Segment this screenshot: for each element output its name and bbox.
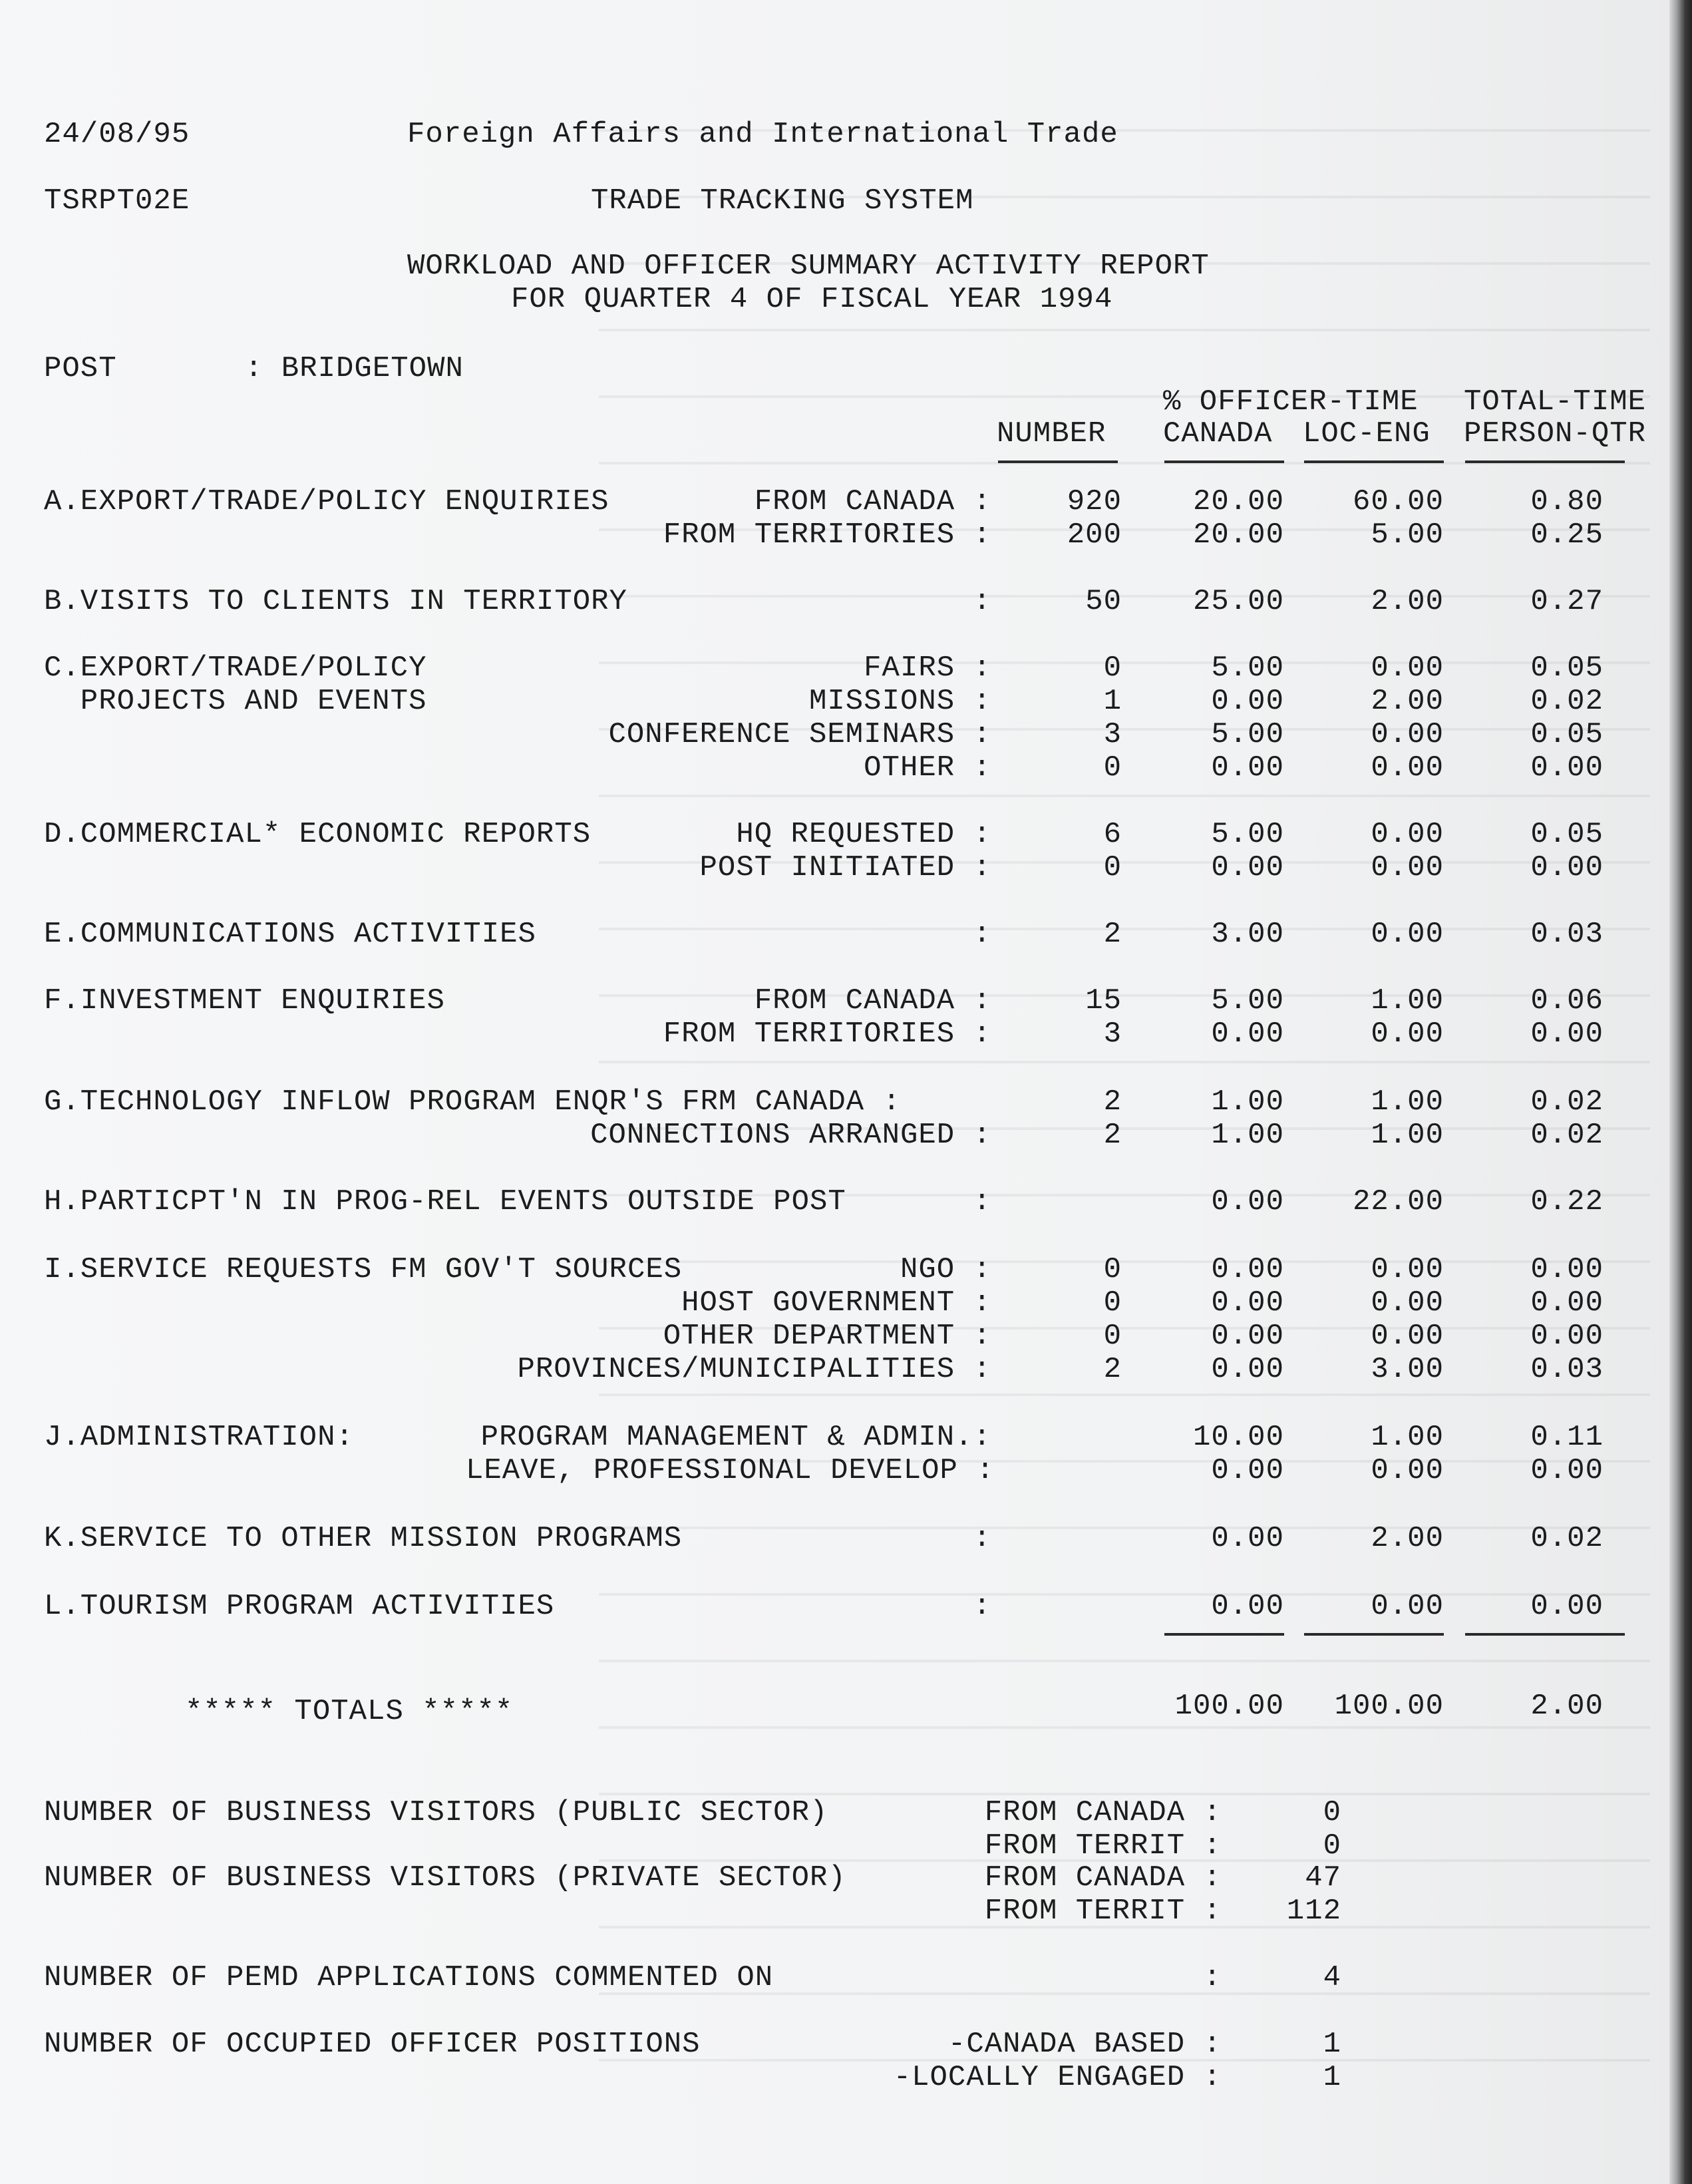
row-person-qtr: 0.25 xyxy=(1530,518,1604,552)
row-canada-pct: 0.00 xyxy=(1211,1017,1284,1051)
row-canada-pct: 1.00 xyxy=(1211,1119,1284,1152)
row-loc-eng-pct: 2.00 xyxy=(1371,685,1444,718)
row-loc-eng-pct: 1.00 xyxy=(1371,1421,1444,1454)
row-sublabel: HOST GOVERNMENT : xyxy=(681,1286,991,1320)
row-person-qtr: 0.00 xyxy=(1530,1253,1604,1286)
row-sublabel: OTHER : xyxy=(864,751,991,785)
row-canada-pct: 25.00 xyxy=(1192,585,1284,618)
footer-label: NUMBER OF BUSINESS VISITORS (PUBLIC SECTOR) xyxy=(44,1796,828,1829)
row-canada-pct: 0.00 xyxy=(1211,1353,1284,1386)
number-header: NUMBER xyxy=(997,417,1106,451)
row-canada-pct: 0.00 xyxy=(1211,851,1284,884)
row-sublabel: : xyxy=(973,585,991,618)
row-label: PROJECTS AND EVENTS xyxy=(44,685,427,718)
footer-sublabel: FROM CANADA : xyxy=(984,1861,1222,1895)
row-canada-pct: 0.00 xyxy=(1211,751,1284,785)
row-number: 0 xyxy=(1103,1286,1122,1320)
report-subtitle: FOR QUARTER 4 OF FISCAL YEAR 1994 xyxy=(511,283,1113,316)
row-loc-eng-pct: 0.00 xyxy=(1371,1320,1444,1353)
row-label: E.COMMUNICATIONS ACTIVITIES xyxy=(44,918,536,951)
row-loc-eng-pct: 0.00 xyxy=(1371,1454,1444,1487)
totals-person-qtr: 2.00 xyxy=(1530,1690,1604,1723)
row-sublabel: : xyxy=(973,918,991,951)
row-person-qtr: 0.00 xyxy=(1530,1286,1604,1320)
totals-label: ***** TOTALS ***** xyxy=(185,1695,514,1728)
totals-canada: 100.00 xyxy=(1174,1690,1284,1723)
row-number: 6 xyxy=(1103,818,1122,851)
row-label: I.SERVICE REQUESTS FM GOV'T SOURCES xyxy=(44,1253,683,1286)
row-loc-eng-pct: 2.00 xyxy=(1371,585,1444,618)
row-number: 15 xyxy=(1085,984,1122,1017)
row-label: H.PARTICPT'N IN PROG-REL EVENTS OUTSIDE POST xyxy=(44,1185,846,1218)
row-loc-eng-pct: 1.00 xyxy=(1371,984,1444,1017)
pct-officer-time-header: % OFFICER-TIME xyxy=(1163,385,1419,419)
totals-rule xyxy=(1304,1633,1444,1636)
row-person-qtr: 0.00 xyxy=(1530,1017,1604,1051)
row-loc-eng-pct: 0.00 xyxy=(1371,718,1444,751)
row-person-qtr: 0.02 xyxy=(1530,1085,1604,1119)
row-canada-pct: 1.00 xyxy=(1211,1085,1284,1119)
row-sublabel: CONFERENCE SEMINARS : xyxy=(608,718,991,751)
row-person-qtr: 0.06 xyxy=(1530,984,1604,1017)
row-sublabel: : xyxy=(973,1185,991,1218)
row-loc-eng-pct: 0.00 xyxy=(1371,1286,1444,1320)
row-person-qtr: 0.02 xyxy=(1530,1522,1604,1555)
header-rule xyxy=(1465,460,1625,463)
row-loc-eng-pct: 3.00 xyxy=(1371,1353,1444,1386)
row-canada-pct: 0.00 xyxy=(1211,1185,1284,1218)
footer-value: 0 xyxy=(1323,1796,1341,1829)
row-person-qtr: 0.80 xyxy=(1530,485,1604,518)
report-title: WORKLOAD AND OFFICER SUMMARY ACTIVITY REPORT xyxy=(407,250,1210,283)
row-label: L.TOURISM PROGRAM ACTIVITIES xyxy=(44,1590,555,1623)
row-person-qtr: 0.03 xyxy=(1530,1353,1604,1386)
footer-label: NUMBER OF PEMD APPLICATIONS COMMENTED ON xyxy=(44,1961,774,1994)
row-number: 3 xyxy=(1103,1017,1122,1051)
page-edge-shadow xyxy=(1669,0,1692,2184)
footer-sublabel: FROM CANADA : xyxy=(984,1796,1222,1829)
row-number: 1 xyxy=(1103,685,1122,718)
row-sublabel: FROM TERRITORIES : xyxy=(663,1017,991,1051)
row-loc-eng-pct: 2.00 xyxy=(1371,1522,1444,1555)
row-sublabel: LEAVE, PROFESSIONAL DEVELOP : xyxy=(466,1454,995,1487)
row-person-qtr: 0.11 xyxy=(1530,1421,1604,1454)
row-sublabel: : xyxy=(973,1522,991,1555)
row-number: 0 xyxy=(1103,1320,1122,1353)
row-person-qtr: 0.05 xyxy=(1530,651,1604,685)
row-canada-pct: 0.00 xyxy=(1211,685,1284,718)
row-number: 0 xyxy=(1103,751,1122,785)
row-loc-eng-pct: 0.00 xyxy=(1371,1253,1444,1286)
row-number: 0 xyxy=(1103,651,1122,685)
row-number: 3 xyxy=(1103,718,1122,751)
footer-label: NUMBER OF BUSINESS VISITORS (PRIVATE SECTOR) xyxy=(44,1861,846,1895)
row-canada-pct: 0.00 xyxy=(1211,1522,1284,1555)
row-canada-pct: 5.00 xyxy=(1211,984,1284,1017)
row-loc-eng-pct: 0.00 xyxy=(1371,851,1444,884)
row-label: B.VISITS TO CLIENTS IN TERRITORY xyxy=(44,585,627,618)
row-sublabel: PROGRAM MANAGEMENT & ADMIN.: xyxy=(480,1421,991,1454)
totals-loc-eng: 100.00 xyxy=(1334,1690,1444,1723)
row-label: J.ADMINISTRATION: xyxy=(44,1421,354,1454)
row-sublabel: CONNECTIONS ARRANGED : xyxy=(590,1119,991,1152)
footer-value: 1 xyxy=(1323,2061,1341,2094)
row-number: 0 xyxy=(1103,1253,1122,1286)
row-loc-eng-pct: 0.00 xyxy=(1371,1017,1444,1051)
loc-eng-header: LOC-ENG xyxy=(1303,417,1431,451)
row-loc-eng-pct: 60.00 xyxy=(1352,485,1444,518)
row-canada-pct: 20.00 xyxy=(1192,485,1284,518)
row-sublabel: MISSIONS : xyxy=(808,685,991,718)
row-label: G.TECHNOLOGY INFLOW PROGRAM ENQR'S FRM CANADA : xyxy=(44,1085,902,1119)
header-rule xyxy=(998,460,1118,463)
row-person-qtr: 0.05 xyxy=(1530,818,1604,851)
footer-value: 4 xyxy=(1323,1961,1341,1994)
row-number: 2 xyxy=(1103,918,1122,951)
row-person-qtr: 0.27 xyxy=(1530,585,1604,618)
row-label: A.EXPORT/TRADE/POLICY ENQUIRIES xyxy=(44,485,609,518)
row-number: 920 xyxy=(1067,485,1122,518)
row-canada-pct: 3.00 xyxy=(1211,918,1284,951)
row-number: 200 xyxy=(1067,518,1122,552)
header-rule xyxy=(1164,460,1284,463)
row-sublabel: FAIRS : xyxy=(864,651,991,685)
row-sublabel: HQ REQUESTED : xyxy=(736,818,991,851)
row-loc-eng-pct: 0.00 xyxy=(1371,818,1444,851)
row-sublabel: FROM TERRITORIES : xyxy=(663,518,991,552)
row-label: D.COMMERCIAL* ECONOMIC REPORTS xyxy=(44,818,592,851)
row-person-qtr: 0.00 xyxy=(1530,751,1604,785)
row-number: 0 xyxy=(1103,851,1122,884)
footer-sublabel: : xyxy=(1203,1961,1222,1994)
row-label: K.SERVICE TO OTHER MISSION PROGRAMS xyxy=(44,1522,683,1555)
row-sublabel: FROM CANADA : xyxy=(754,984,991,1017)
footer-sublabel: -LOCALLY ENGAGED : xyxy=(893,2061,1222,2094)
row-canada-pct: 20.00 xyxy=(1192,518,1284,552)
row-person-qtr: 0.02 xyxy=(1530,1119,1604,1152)
totals-rule xyxy=(1164,1633,1284,1636)
row-loc-eng-pct: 1.00 xyxy=(1371,1119,1444,1152)
row-person-qtr: 0.03 xyxy=(1530,918,1604,951)
person-qtr-header: PERSON-QTR xyxy=(1464,417,1647,451)
header-rule xyxy=(1304,460,1444,463)
row-canada-pct: 0.00 xyxy=(1211,1454,1284,1487)
row-loc-eng-pct: 22.00 xyxy=(1352,1185,1444,1218)
row-loc-eng-pct: 1.00 xyxy=(1371,1085,1444,1119)
footer-value: 47 xyxy=(1305,1861,1341,1895)
row-canada-pct: 10.00 xyxy=(1192,1421,1284,1454)
row-number: 50 xyxy=(1085,585,1122,618)
canada-header: CANADA xyxy=(1163,417,1273,451)
footer-value: 112 xyxy=(1286,1895,1341,1928)
post-value: : BRIDGETOWN xyxy=(245,352,464,385)
footer-label: NUMBER OF OCCUPIED OFFICER POSITIONS xyxy=(44,2028,701,2061)
row-sublabel: NGO : xyxy=(900,1253,991,1286)
row-canada-pct: 5.00 xyxy=(1211,718,1284,751)
row-person-qtr: 0.00 xyxy=(1530,851,1604,884)
post-label: POST xyxy=(44,352,117,385)
row-canada-pct: 0.00 xyxy=(1211,1286,1284,1320)
row-sublabel: OTHER DEPARTMENT : xyxy=(663,1320,991,1353)
row-number: 2 xyxy=(1103,1119,1122,1152)
row-loc-eng-pct: 0.00 xyxy=(1371,751,1444,785)
row-label: C.EXPORT/TRADE/POLICY xyxy=(44,651,427,685)
row-sublabel: : xyxy=(973,1590,991,1623)
row-person-qtr: 0.00 xyxy=(1530,1590,1604,1623)
row-loc-eng-pct: 5.00 xyxy=(1371,518,1444,552)
row-sublabel: FROM CANADA : xyxy=(754,485,991,518)
row-person-qtr: 0.00 xyxy=(1530,1454,1604,1487)
footer-sublabel: FROM TERRIT : xyxy=(984,1895,1222,1928)
row-number: 2 xyxy=(1103,1085,1122,1119)
footer-sublabel: FROM TERRIT : xyxy=(984,1829,1222,1863)
total-time-header: TOTAL-TIME xyxy=(1464,385,1647,419)
row-canada-pct: 0.00 xyxy=(1211,1320,1284,1353)
row-sublabel: POST INITIATED : xyxy=(699,851,991,884)
row-sublabel: PROVINCES/MUNICIPALITIES : xyxy=(517,1353,991,1386)
row-label: F.INVESTMENT ENQUIRIES xyxy=(44,984,445,1017)
row-person-qtr: 0.22 xyxy=(1530,1185,1604,1218)
row-canada-pct: 5.00 xyxy=(1211,818,1284,851)
report-code: TSRPT02E xyxy=(44,184,190,218)
row-canada-pct: 0.00 xyxy=(1211,1253,1284,1286)
row-canada-pct: 0.00 xyxy=(1211,1590,1284,1623)
row-loc-eng-pct: 0.00 xyxy=(1371,918,1444,951)
row-number: 2 xyxy=(1103,1353,1122,1386)
row-loc-eng-pct: 0.00 xyxy=(1371,651,1444,685)
footer-value: 1 xyxy=(1323,2028,1341,2061)
system-name: TRADE TRACKING SYSTEM xyxy=(591,184,974,218)
row-loc-eng-pct: 0.00 xyxy=(1371,1590,1444,1623)
footer-value: 0 xyxy=(1323,1829,1341,1863)
row-person-qtr: 0.05 xyxy=(1530,718,1604,751)
footer-sublabel: -CANADA BASED : xyxy=(947,2028,1222,2061)
row-person-qtr: 0.02 xyxy=(1530,685,1604,718)
row-person-qtr: 0.00 xyxy=(1530,1320,1604,1353)
department-name: Foreign Affairs and International Trade xyxy=(407,118,1118,151)
row-canada-pct: 5.00 xyxy=(1211,651,1284,685)
totals-rule xyxy=(1465,1633,1625,1636)
report-date: 24/08/95 xyxy=(44,118,190,151)
